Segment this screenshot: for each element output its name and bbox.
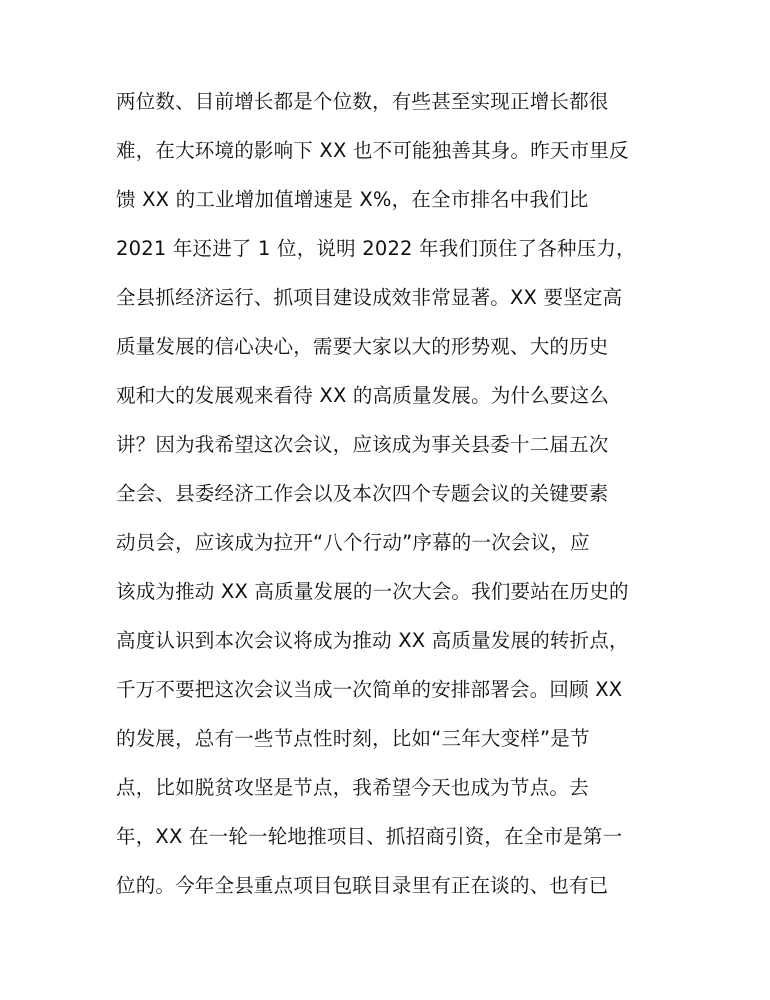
text-line: 质量发展的信心决心，需要大家以大的形势观、大的历史 [116, 335, 609, 358]
text-line: 年，XX 在一轮一轮地推项目、抓招商引资，在全市是第一 [116, 825, 623, 848]
text-line: 2021 年还进了 1 位，说明 2022 年我们顶住了各种压力， [116, 237, 636, 260]
text-line: 全县抓经济运行、抓项目建设成效非常显著。XX 要坚定高 [116, 286, 623, 309]
text-line: 难，在大环境的影响下 XX 也不可能独善其身。昨天市里反 [116, 139, 629, 162]
text-line: 的发展，总有一些节点性时刻，比如“三年大变样”是节 [116, 727, 590, 750]
text-line: 全会、县委经济工作会以及本次四个专题会议的关键要素 [116, 482, 609, 505]
text-line: 千万不要把这次会议当成一次简单的安排部署会。回顾 XX [116, 678, 623, 701]
text-line: 点，比如脱贫攻坚是节点，我希望今天也成为节点。去 [116, 776, 589, 799]
text-line: 动员会，应该成为拉开“八个行动”序幕的一次会议，应 [116, 531, 590, 554]
text-line: 观和大的发展观来看待 XX 的高质量发展。为什么要这么 [116, 384, 610, 407]
text-line: 该成为推动 XX 高质量发展的一次大会。我们要站在历史的 [116, 580, 629, 603]
text-line: 位的。今年全县重点项目包联目录里有正在谈的、也有已 [116, 874, 609, 897]
text-line: 讲？因为我希望这次会议，应该成为事关县委十二届五次 [116, 433, 609, 456]
text-line: 馈 XX 的工业增加值增速是 X%，在全市排名中我们比 [116, 188, 589, 211]
text-line: 高度认识到本次会议将成为推动 XX 高质量发展的转折点， [116, 629, 629, 652]
body-text [116, 84, 656, 917]
text-line: 两位数、目前增长都是个位数，有些甚至实现正增长都很 [116, 90, 609, 113]
